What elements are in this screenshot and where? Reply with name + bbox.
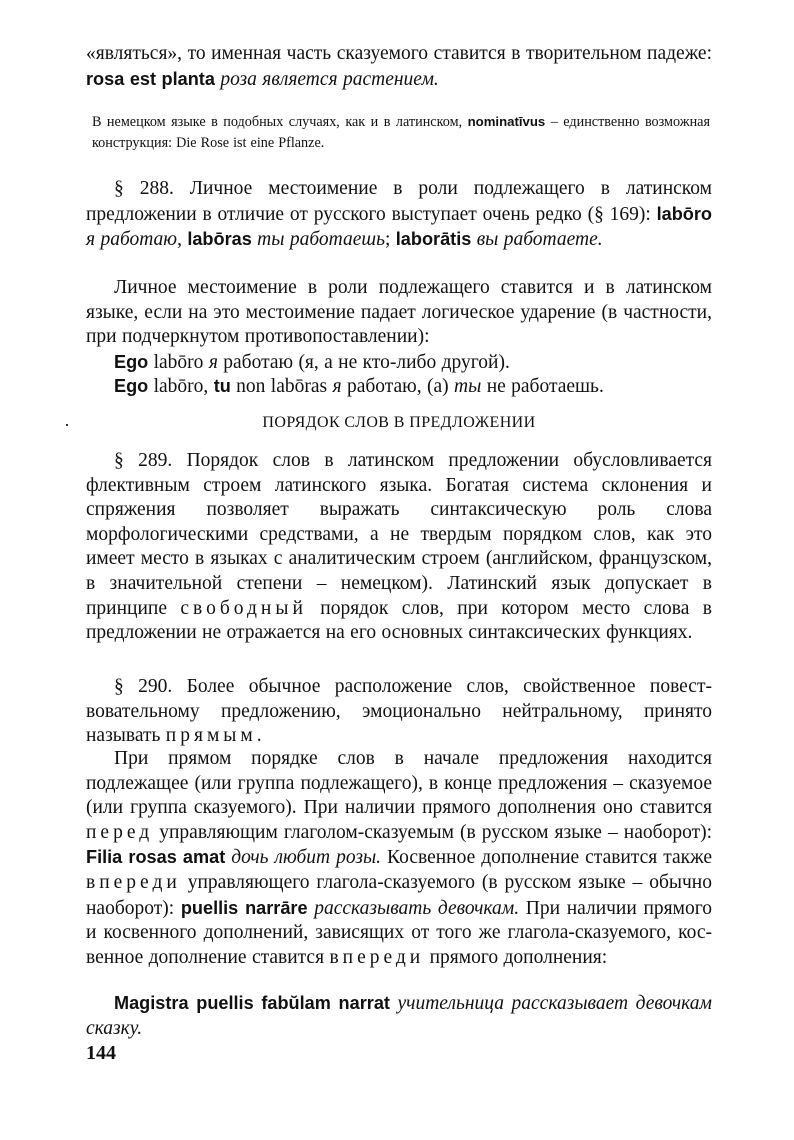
paragraph-continuation <box>86 42 712 92</box>
translation: рассказывать девочкам. <box>314 897 520 919</box>
translation: я работаю <box>86 229 178 251</box>
latin-example: laborātis <box>395 229 472 250</box>
example-line: Ego labōro, tu non labōras я работаю, (а) ты не работаешь. <box>114 376 604 397</box>
stray-dot <box>66 424 68 426</box>
section-288-paragraph-2: Личное местоимение в роли подлежащего ставится и в латинском языке, если на это местоимение падает логическое ударение (в частности, при подчеркнутом противопоставлении): <box>86 277 712 348</box>
latin-example: puellis narrāre <box>180 897 308 918</box>
latin-term: nominatīvus <box>467 114 546 129</box>
translation: роза является растением. <box>220 68 439 90</box>
section-290-paragraph: § 290. Более обычное расположение слов, свойственное повествовательному предложению, эмоционально нейтральному, принято называть прямым. <box>86 676 712 747</box>
section-heading: ПОРЯДОК СЛОВ В ПРЕДЛОЖЕНИИ <box>262 414 536 431</box>
translation: дочь любит розы. <box>231 847 382 869</box>
small-print-note: В немецком языке в подобных случаях, как и в латинском, nominatīvus – единственно возможная конструкция: Die Rose ist eine Pflanze. <box>92 114 710 151</box>
spaced-emphasis: прямым. <box>165 725 266 747</box>
translation: ты работаешь <box>257 229 385 251</box>
section-289-paragraph: § 289. Порядок слов в латинском предложении обусловливается флективным строем латинского языка. Богатая система склонения и спряжения позволяет выражать синтаксическую роль слова морфологическими средствами, а не твердым порядком слов, как это имеет место в языках с аналитическим строем (английском, французском, в значительной степени – немецком). Латинский язык допускает в принципе свободный порядок слов, при котором место слова в предложении не отражается на его основных синтаксических функциях. <box>86 450 712 644</box>
example-line <box>86 991 712 1041</box>
latin-example: Magistra puellis fabŭlam narrat <box>114 993 390 1013</box>
latin-example: rosa est planta <box>86 68 215 89</box>
latin-example: Filia rosas amat <box>86 847 226 868</box>
spaced-emphasis: впереди <box>86 871 181 893</box>
translation: учительница рассказывает девочкам сказку. <box>86 993 712 1039</box>
spaced-emphasis: впереди <box>329 946 425 968</box>
text: «являться», то именная часть сказуемого ставится в творительном падеже: <box>86 43 712 64</box>
latin-example: labōro <box>656 203 712 224</box>
example-line: Ego labōro я работаю (я, а не кто-либо другой). <box>114 352 510 373</box>
spaced-emphasis: перед <box>86 821 154 843</box>
spaced-emphasis: свободный <box>180 597 307 619</box>
latin-example: labōras <box>187 229 252 250</box>
section-288-paragraph: § 288. Личное местоимение в роли подлежащего в латинском предложении в отличие от русского выступает очень редко (§ 169): labōro я работаю, labōras ты работаешь; laborātis вы работаете. <box>86 178 712 251</box>
page-number: 144 <box>86 1042 116 1064</box>
section-290-paragraph-2: При прямом порядке слов в начале предложения находится подлежащее (или группа подлежащего), в конце предложения – сказуемое (или группа сказуемого). При наличии прямого дополнения оно ставится перед управляющим глаголом-сказуемым (в русском языке – наоборот): Filia rosas amat дочь любит розы. Косвенное дополнение ставится также впереди управляющего глагола-сказуемого (в русском языке – обычно наоборот): puellis narrāre рассказывать девочкам. При наличии прямого и косвенного дополнений, зависящих от того же глагола-сказуемого, косвенное дополнение ставится впереди прямого дополнения: <box>86 748 712 968</box>
translation: вы работаете. <box>476 229 603 251</box>
